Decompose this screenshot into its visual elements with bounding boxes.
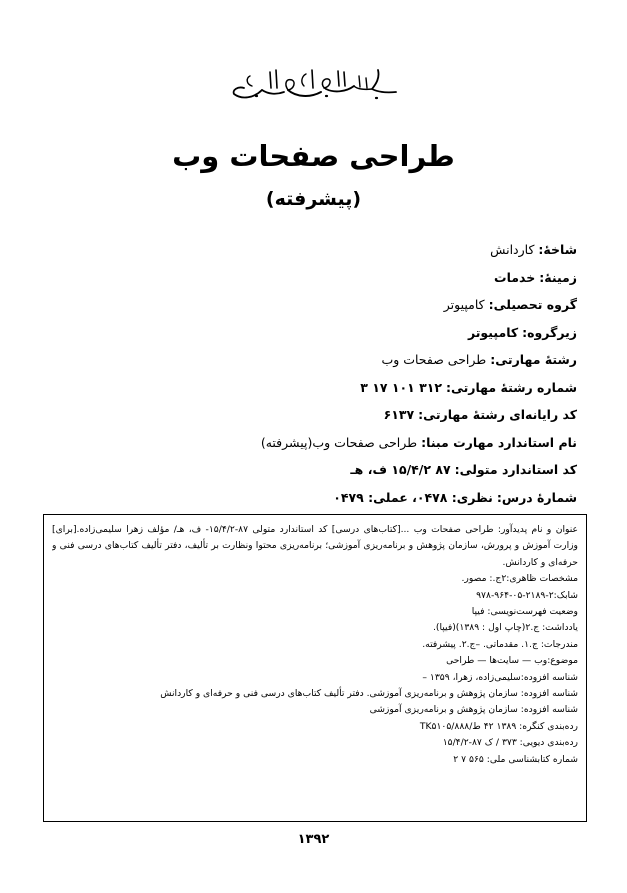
info-row-field — [177, 268, 577, 296]
catalog-title-statement: عنوان و نام پدیدآور: طراحی صفحات وب ...[کتاب‌های درسی] کد استاندارد متولی ۸۷-۱۵/۴/۲- ف، هـ/ مؤلف زهرا سلیمی‌زاده.[برای] وزارت آموزش و پرورش، سازمان پژوهش و برنامه‌ریزی آموزشی؛ برنامه‌ریزی محتوا ونظارت بر تألیف، دفتر تألیف کتاب‌های درسی فنی و حرفه‌ای و کاردانش. — [52, 524, 578, 568]
book-title: طراحی صفحات وب — [172, 139, 455, 173]
catalog-line: شناسه افزوده: سازمان پژوهش و برنامه‌ریزی آموزشی. دفتر تألیف کتاب‌های درسی فنی و حرفه‌ای و کاردانش — [160, 688, 578, 700]
info-label: شماره رشتهٔ مهارتی: — [445, 379, 577, 395]
cataloging-box — [43, 514, 587, 822]
info-row-skill-number — [177, 378, 577, 406]
info-value: ۳۱۲ ۱۰۱ ۱۷ ۳ — [360, 379, 442, 395]
info-label: نام استاندارد مهارت مبنا: — [421, 434, 577, 450]
catalog-line: شناسه افزوده:سلیمی‌زاده، زهرا، ۱۳۵۹ – — [422, 671, 578, 683]
info-row-computer-code — [177, 405, 577, 433]
info-row-study-group — [177, 295, 577, 323]
book-subtitle: (پیشرفته) — [265, 188, 362, 210]
curriculum-info — [177, 240, 577, 515]
info-label: شمارهٔ درس: — [496, 489, 577, 505]
basmala-calligraphy — [0, 62, 627, 106]
info-value: ۸۷ ۱۵/۴/۲ ف، هـ — [350, 462, 451, 477]
info-label: کد رایانه‌ای رشتهٔ مهارتی: — [418, 407, 577, 422]
info-value: طراحی صفحات وب(پیشرفته) — [260, 434, 418, 450]
info-value: طراحی صفحات وب — [381, 352, 487, 367]
info-row-course-number — [177, 488, 577, 516]
catalog-line: رده‌بندی کنگره: ۱۳۸۹ ۴۲ ط/TK۵۱۰۵/۸۸۸ — [419, 720, 578, 732]
catalog-line: شماره کتابشناسی ملی: ۵۶۵ ۷ ۲ — [453, 753, 578, 765]
info-value: کامپیوتر — [467, 324, 519, 340]
catalog-line: رده‌بندی دیویی: ۳۷۳ / ک ۸۷-۱۵/۴/۲ — [442, 737, 578, 749]
info-label: شاخهٔ: — [538, 242, 577, 257]
info-value: کاردانش — [490, 242, 535, 257]
info-label: رشتهٔ مهارتی: — [490, 352, 577, 367]
info-label: زیرگروه: — [522, 324, 577, 340]
info-row-subgroup — [177, 323, 577, 351]
catalog-line: شابک:۲-۲۱۸۹-۰۵-۹۶۴-۹۷۸ — [476, 589, 578, 601]
info-row-branch — [177, 240, 577, 268]
catalog-line: یادداشت: ج.۲(چاپ اول : ۱۳۸۹)(فیپا). — [432, 622, 578, 634]
calligraphy-image — [226, 62, 402, 106]
info-value: نظری: ۰۴۷۸، عملی: ۰۴۷۹ — [333, 489, 493, 505]
info-label: گروه تحصیلی: — [488, 297, 577, 312]
info-label: زمینهٔ: — [539, 269, 577, 285]
catalog-line: موضوع:وب — سایت‌ها — طراحی — [446, 655, 578, 667]
info-row-standard-code — [177, 460, 577, 488]
publication-year: ۱۳۹۲ — [297, 832, 330, 847]
info-value: کامپیوتر — [443, 297, 485, 312]
catalog-line: شناسه افزوده: سازمان پژوهش و برنامه‌ریزی آموزشی — [369, 704, 578, 716]
info-value: خدمات — [494, 269, 536, 285]
info-row-skill-field — [177, 350, 577, 378]
catalog-line: مشخصات ظاهری:۲ج.: مصور. — [461, 573, 578, 585]
info-value: ۶۱۳۷ — [383, 407, 415, 422]
info-row-standard-name — [177, 433, 577, 461]
info-label: کد استاندارد متولی: — [454, 462, 577, 477]
catalog-line: وضعیت فهرست‌نویسی: فیپا — [471, 606, 578, 618]
catalog-line: مندرجات: ج.۱. مقدماتی. –ج.۲. پیشرفته. — [422, 638, 578, 650]
